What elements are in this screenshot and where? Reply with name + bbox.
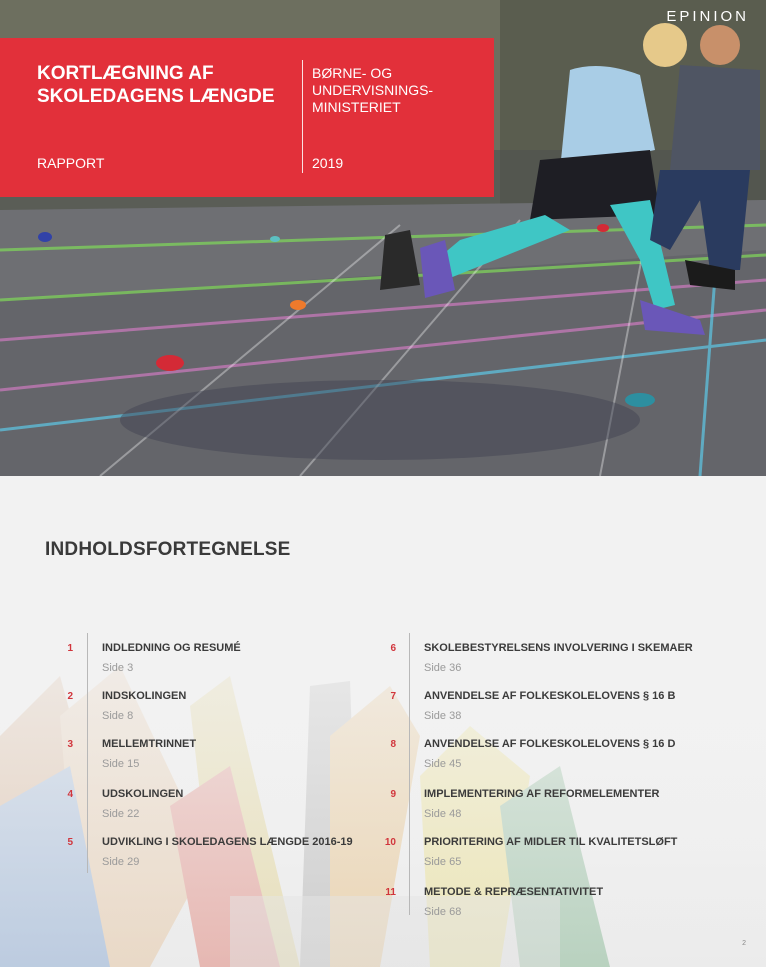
toc-entry-label: INDSKOLINGEN xyxy=(102,690,187,702)
toc-entry-label: UDVIKLING I SKOLEDAGENS LÆNGDE 2016-19 xyxy=(102,836,353,848)
toc-right-divider xyxy=(409,633,410,915)
toc-entry-number: 5 xyxy=(67,837,73,848)
toc-entry-page: Side 3 xyxy=(102,662,134,674)
toc-entry-number: 11 xyxy=(385,887,396,898)
toc-entry-label: INDLEDNING OG RESUMÉ xyxy=(102,642,241,654)
toc-left-divider xyxy=(87,633,88,873)
toc-entry-label: ANVENDELSE AF FOLKESKOLELOVENS § 16 D xyxy=(424,738,676,750)
toc-entry-page: Side 38 xyxy=(424,710,462,722)
toc-entry-number: 2 xyxy=(67,691,73,702)
toc-entry-page: Side 65 xyxy=(424,856,462,868)
toc-entry-page: Side 45 xyxy=(424,758,462,770)
toc-entry-page: Side 36 xyxy=(424,662,462,674)
cover-photo xyxy=(0,0,766,476)
toc-entry-number: 3 xyxy=(67,739,73,750)
toc-entry-number: 1 xyxy=(67,643,73,654)
toc-entry-number: 6 xyxy=(390,643,396,654)
toc-entry-label: METODE & REPRÆSENTATIVITET xyxy=(424,886,604,898)
toc-entry-label: UDSKOLINGEN xyxy=(102,788,184,800)
toc-entry-number: 10 xyxy=(384,837,396,848)
ministry-name: BØRNE- OG UNDERVISNINGS-MINISTERIET xyxy=(312,65,434,115)
toc-entry-label: MELLEMTRINNET xyxy=(102,738,197,750)
page-number: 2 xyxy=(742,940,746,947)
report-type: RAPPORT xyxy=(37,155,105,171)
toc-entry-number: 9 xyxy=(390,789,396,800)
toc-heading: INDHOLDSFORTEGNELSE xyxy=(45,539,291,560)
toc-entry-number: 4 xyxy=(67,789,73,800)
toc-entry-label: IMPLEMENTERING AF REFORMELEMENTER xyxy=(424,788,660,800)
toc-entry-page: Side 29 xyxy=(102,856,140,868)
cover-title-box xyxy=(0,38,494,197)
toc-entry-label: ANVENDELSE AF FOLKESKOLELOVENS § 16 B xyxy=(424,690,676,702)
toc-entry-page: Side 15 xyxy=(102,758,140,770)
title-divider xyxy=(302,60,303,173)
report-title: KORTLÆGNING AF SKOLEDAGENS LÆNGDE xyxy=(37,63,275,107)
toc-entry-page: Side 8 xyxy=(102,710,134,722)
toc-entry-number: 8 xyxy=(390,739,396,750)
toc-entry-page: Side 68 xyxy=(424,906,462,918)
toc-entry-number: 7 xyxy=(390,691,396,702)
toc-entry-label: SKOLEBESTYRELSENS INVOLVERING I SKEMAER xyxy=(424,642,693,654)
epinion-logo: EPINION xyxy=(666,8,749,25)
toc-entry-page: Side 48 xyxy=(424,808,462,820)
toc-entry-page: Side 22 xyxy=(102,808,140,820)
report-year: 2019 xyxy=(312,155,344,171)
toc-entry-label: PRIORITERING AF MIDLER TIL KVALITETSLØFT xyxy=(424,836,678,848)
